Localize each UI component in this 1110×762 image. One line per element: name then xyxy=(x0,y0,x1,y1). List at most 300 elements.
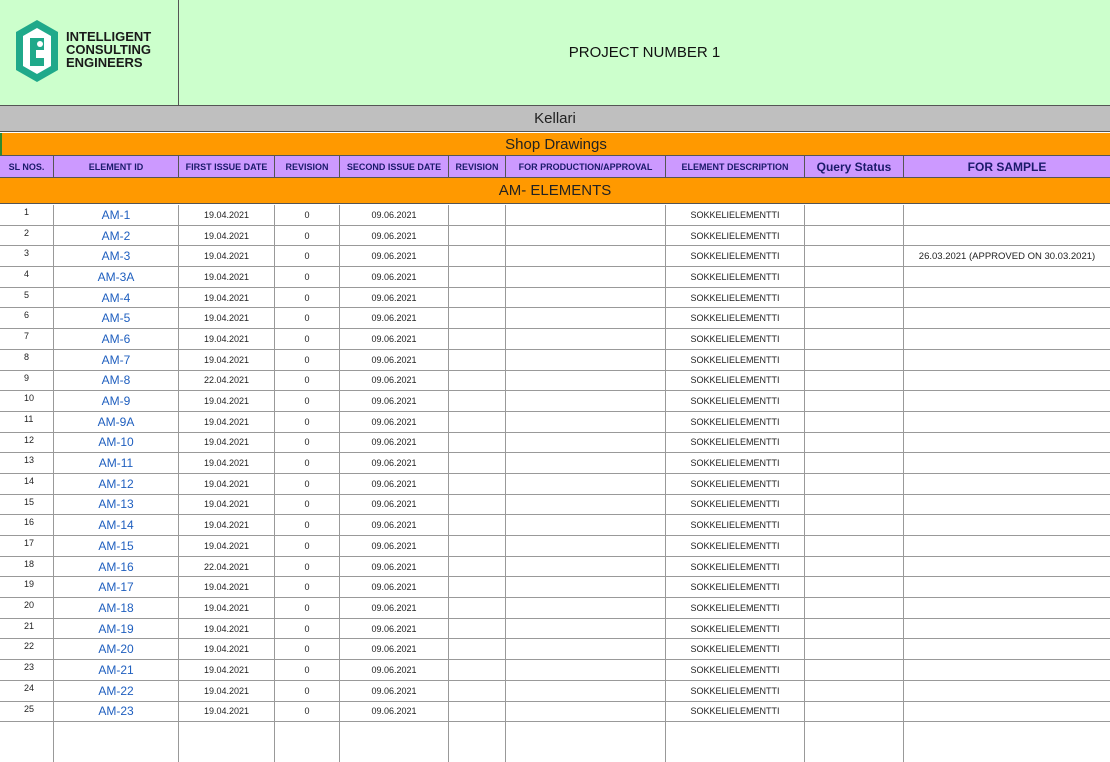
cell-sample[interactable]: 26.03.2021 (APPROVED ON 30.03.2021) xyxy=(918,250,1096,262)
table-row xyxy=(0,288,1110,309)
cell-sample[interactable] xyxy=(904,702,1110,722)
cell-revision[interactable]: 0 xyxy=(275,577,340,597)
cell-first-issue[interactable]: 19.04.2021 xyxy=(179,619,275,639)
cell-production[interactable] xyxy=(506,495,666,515)
cell-revision-2[interactable] xyxy=(449,371,506,391)
cell-second-issue[interactable]: 09.06.2021 xyxy=(340,495,449,515)
table-row xyxy=(0,205,1110,226)
cell-revision-2[interactable] xyxy=(449,412,506,432)
cell-element-id[interactable]: AM-14 xyxy=(54,515,179,535)
cell-revision[interactable]: 0 xyxy=(275,495,340,515)
table-row xyxy=(0,391,1110,412)
cell-query-status[interactable] xyxy=(805,329,904,349)
col-header-sl[interactable]: SL NOS. xyxy=(0,156,54,177)
cell-element-id[interactable]: AM-8 xyxy=(54,371,179,391)
cell-revision-2[interactable] xyxy=(449,288,506,308)
cell-sample[interactable] xyxy=(904,577,1110,597)
cell-description[interactable]: SOKKELIELEMENTTI xyxy=(666,598,805,618)
cell-production[interactable] xyxy=(506,474,666,494)
cell-revision-2[interactable] xyxy=(449,474,506,494)
cell-revision-2[interactable] xyxy=(449,619,506,639)
cell-second-issue[interactable]: 09.06.2021 xyxy=(340,205,449,225)
logo-text xyxy=(66,30,151,69)
cell-element-id[interactable]: AM-7 xyxy=(54,350,179,370)
cell-revision-2[interactable] xyxy=(449,205,506,225)
cell-revision-2[interactable] xyxy=(449,453,506,473)
cell-query-status[interactable] xyxy=(805,288,904,308)
cell-revision-2[interactable] xyxy=(449,515,506,535)
empty-cell[interactable] xyxy=(275,722,340,762)
cell-production[interactable] xyxy=(506,350,666,370)
cell-element-id[interactable]: AM-17 xyxy=(54,577,179,597)
cell-revision[interactable]: 0 xyxy=(275,598,340,618)
cell-second-issue[interactable]: 09.06.2021 xyxy=(340,226,449,246)
table-row xyxy=(0,246,1110,267)
cell-sl[interactable]: 4 xyxy=(0,267,54,287)
cell-second-issue[interactable]: 09.06.2021 xyxy=(340,681,449,701)
cell-sample[interactable] xyxy=(904,557,1110,577)
cell-production[interactable] xyxy=(506,226,666,246)
cell-production[interactable] xyxy=(506,453,666,473)
cell-revision-2[interactable] xyxy=(449,433,506,453)
cell-description[interactable]: SOKKELIELEMENTTI xyxy=(666,371,805,391)
cell-second-issue[interactable]: 09.06.2021 xyxy=(340,371,449,391)
cell-first-issue[interactable]: 19.04.2021 xyxy=(179,329,275,349)
cell-sl[interactable]: 17 xyxy=(0,536,54,556)
cell-first-issue[interactable]: 19.04.2021 xyxy=(179,267,275,287)
cell-element-id[interactable]: AM-3A xyxy=(54,267,179,287)
col-header-production[interactable]: FOR PRODUCTION/APPROVAL xyxy=(506,156,666,177)
cell-revision[interactable]: 0 xyxy=(275,536,340,556)
cell-revision-2[interactable] xyxy=(449,226,506,246)
cell-second-issue[interactable]: 09.06.2021 xyxy=(340,453,449,473)
cell-production[interactable] xyxy=(506,598,666,618)
cell-revision[interactable]: 0 xyxy=(275,288,340,308)
cell-second-issue[interactable]: 09.06.2021 xyxy=(340,412,449,432)
cell-second-issue[interactable]: 09.06.2021 xyxy=(340,598,449,618)
cell-element-id[interactable]: AM-23 xyxy=(54,702,179,722)
cell-sl[interactable]: 8 xyxy=(0,350,54,370)
empty-cell[interactable] xyxy=(506,722,666,762)
cell-sl[interactable]: 2 xyxy=(0,226,54,246)
cell-second-issue[interactable]: 09.06.2021 xyxy=(340,557,449,577)
empty-cell[interactable] xyxy=(805,722,904,762)
cell-first-issue[interactable]: 19.04.2021 xyxy=(179,433,275,453)
cell-description[interactable]: SOKKELIELEMENTTI xyxy=(666,433,805,453)
empty-cell[interactable] xyxy=(449,722,506,762)
cell-revision[interactable]: 0 xyxy=(275,267,340,287)
cell-first-issue[interactable]: 19.04.2021 xyxy=(179,391,275,411)
cell-production[interactable] xyxy=(506,681,666,701)
cell-first-issue[interactable]: 19.04.2021 xyxy=(179,598,275,618)
cell-query-status[interactable] xyxy=(805,557,904,577)
cell-description[interactable]: SOKKELIELEMENTTI xyxy=(666,391,805,411)
cell-query-status[interactable] xyxy=(805,453,904,473)
cell-sl[interactable]: 23 xyxy=(0,660,54,680)
cell-revision[interactable]: 0 xyxy=(275,205,340,225)
cell-description[interactable]: SOKKELIELEMENTTI xyxy=(666,453,805,473)
cell-sl[interactable]: 5 xyxy=(0,288,54,308)
cell-sample[interactable] xyxy=(904,329,1110,349)
cell-first-issue[interactable]: 19.04.2021 xyxy=(179,412,275,432)
cell-revision-2[interactable] xyxy=(449,329,506,349)
cell-query-status[interactable] xyxy=(805,536,904,556)
col-header-description[interactable]: ELEMENT DESCRIPTION xyxy=(666,156,805,177)
cell-element-id[interactable]: AM-4 xyxy=(54,288,179,308)
table-row xyxy=(0,412,1110,433)
cell-revision-2[interactable] xyxy=(449,702,506,722)
cell-description[interactable]: SOKKELIELEMENTTI xyxy=(666,308,805,328)
cell-first-issue[interactable]: 19.04.2021 xyxy=(179,536,275,556)
col-header-revision[interactable]: REVISION xyxy=(275,156,340,177)
cell-production[interactable] xyxy=(506,660,666,680)
cell-revision[interactable]: 0 xyxy=(275,619,340,639)
cell-revision-2[interactable] xyxy=(449,267,506,287)
cell-sl[interactable]: 10 xyxy=(0,391,54,411)
cell-revision[interactable]: 0 xyxy=(275,371,340,391)
table-row xyxy=(0,660,1110,681)
cell-sl[interactable]: 21 xyxy=(0,619,54,639)
cell-element-id[interactable]: AM-22 xyxy=(54,681,179,701)
cell-revision[interactable]: 0 xyxy=(275,453,340,473)
cell-sample[interactable] xyxy=(904,371,1110,391)
cell-revision[interactable]: 0 xyxy=(275,557,340,577)
cell-query-status[interactable] xyxy=(805,702,904,722)
cell-sample[interactable] xyxy=(904,453,1110,473)
cell-description[interactable]: SOKKELIELEMENTTI xyxy=(666,288,805,308)
cell-production[interactable] xyxy=(506,702,666,722)
cell-revision[interactable]: 0 xyxy=(275,639,340,659)
cell-revision[interactable]: 0 xyxy=(275,660,340,680)
cell-query-status[interactable] xyxy=(805,515,904,535)
cell-sample[interactable] xyxy=(904,536,1110,556)
cell-element-id[interactable]: AM-5 xyxy=(54,308,179,328)
cell-element-id[interactable]: AM-20 xyxy=(54,639,179,659)
cell-sl[interactable]: 16 xyxy=(0,515,54,535)
col-header-element-id[interactable]: ELEMENT ID xyxy=(54,156,179,177)
cell-revision-2[interactable] xyxy=(449,246,506,266)
table-row xyxy=(0,515,1110,536)
empty-cell[interactable] xyxy=(340,722,449,762)
cell-revision[interactable]: 0 xyxy=(275,681,340,701)
cell-revision-2[interactable] xyxy=(449,350,506,370)
cell-production[interactable] xyxy=(506,515,666,535)
col-header-revision-2[interactable]: REVISION xyxy=(449,156,506,177)
cell-second-issue[interactable]: 09.06.2021 xyxy=(340,350,449,370)
cell-description[interactable]: SOKKELIELEMENTTI xyxy=(666,681,805,701)
empty-cell[interactable] xyxy=(179,722,275,762)
table-row xyxy=(0,536,1110,557)
cell-sample[interactable] xyxy=(904,681,1110,701)
cell-second-issue[interactable]: 09.06.2021 xyxy=(340,702,449,722)
table-row xyxy=(0,226,1110,247)
cell-description[interactable]: SOKKELIELEMENTTI xyxy=(666,329,805,349)
cell-query-status[interactable] xyxy=(805,205,904,225)
cell-sample[interactable] xyxy=(904,267,1110,287)
cell-description[interactable]: SOKKELIELEMENTTI xyxy=(666,702,805,722)
empty-cell[interactable] xyxy=(666,722,805,762)
col-header-sample[interactable]: FOR SAMPLE xyxy=(967,159,1047,174)
cell-first-issue[interactable]: 19.04.2021 xyxy=(179,288,275,308)
cell-first-issue[interactable]: 22.04.2021 xyxy=(179,371,275,391)
cell-element-id[interactable]: AM-6 xyxy=(54,329,179,349)
cell-element-id[interactable]: AM-18 xyxy=(54,598,179,618)
cell-production[interactable] xyxy=(506,308,666,328)
project-title: PROJECT NUMBER 1 xyxy=(568,44,721,61)
cell-production[interactable] xyxy=(506,536,666,556)
cell-description[interactable]: SOKKELIELEMENTTI xyxy=(666,495,805,515)
cell-element-id[interactable]: AM-12 xyxy=(54,474,179,494)
table-row xyxy=(0,453,1110,474)
cell-sl[interactable]: 15 xyxy=(0,495,54,515)
col-header-second-issue[interactable]: SECOND ISSUE DATE xyxy=(340,156,449,177)
cell-production[interactable] xyxy=(506,433,666,453)
table-row xyxy=(0,329,1110,350)
logo-line-2: CONSULTING xyxy=(66,42,151,57)
cell-description[interactable]: SOKKELIELEMENTTI xyxy=(666,619,805,639)
cell-description[interactable]: SOKKELIELEMENTTI xyxy=(666,226,805,246)
cell-first-issue[interactable]: 19.04.2021 xyxy=(179,660,275,680)
cell-sample[interactable] xyxy=(904,288,1110,308)
cell-second-issue[interactable]: 09.06.2021 xyxy=(340,515,449,535)
cell-sample[interactable] xyxy=(904,433,1110,453)
cell-sl[interactable]: 25 xyxy=(0,702,54,722)
col-header-first-issue[interactable]: FIRST ISSUE DATE xyxy=(179,156,275,177)
cell-revision-2[interactable] xyxy=(449,391,506,411)
empty-cell[interactable] xyxy=(904,722,1110,762)
cell-second-issue[interactable]: 09.06.2021 xyxy=(340,246,449,266)
cell-revision-2[interactable] xyxy=(449,660,506,680)
logo-line-1: INTELLIGENT xyxy=(66,29,152,44)
cell-revision[interactable]: 0 xyxy=(275,515,340,535)
cell-first-issue[interactable]: 19.04.2021 xyxy=(179,205,275,225)
cell-revision-2[interactable] xyxy=(449,577,506,597)
cell-production[interactable] xyxy=(506,267,666,287)
cell-query-status[interactable] xyxy=(805,660,904,680)
cell-query-status[interactable] xyxy=(805,412,904,432)
cell-sample[interactable] xyxy=(904,598,1110,618)
cell-element-id[interactable]: AM-21 xyxy=(54,660,179,680)
cell-first-issue[interactable]: 19.04.2021 xyxy=(179,639,275,659)
cell-element-id[interactable]: AM-15 xyxy=(54,536,179,556)
cell-first-issue[interactable]: 19.04.2021 xyxy=(179,474,275,494)
cell-query-status[interactable] xyxy=(805,681,904,701)
cell-element-id[interactable]: AM-9A xyxy=(54,412,179,432)
empty-cell[interactable] xyxy=(54,722,179,762)
cell-revision[interactable]: 0 xyxy=(275,329,340,349)
cell-sl[interactable]: 6 xyxy=(0,308,54,328)
cell-revision[interactable]: 0 xyxy=(275,433,340,453)
cell-revision-2[interactable] xyxy=(449,308,506,328)
cell-revision[interactable]: 0 xyxy=(275,391,340,411)
cell-sl[interactable]: 3 xyxy=(0,246,54,266)
cell-sl[interactable]: 12 xyxy=(0,433,54,453)
cell-first-issue[interactable]: 19.04.2021 xyxy=(179,577,275,597)
cell-sample[interactable] xyxy=(904,350,1110,370)
cell-query-status[interactable] xyxy=(805,391,904,411)
cell-description[interactable]: SOKKELIELEMENTTI xyxy=(666,412,805,432)
cell-query-status[interactable] xyxy=(805,371,904,391)
cell-second-issue[interactable]: 09.06.2021 xyxy=(340,329,449,349)
cell-sample[interactable] xyxy=(904,495,1110,515)
cell-sample[interactable] xyxy=(904,515,1110,535)
cell-query-status[interactable] xyxy=(805,577,904,597)
cell-production[interactable] xyxy=(506,619,666,639)
cell-production[interactable] xyxy=(506,391,666,411)
cell-query-status[interactable] xyxy=(805,246,904,266)
cell-first-issue[interactable]: 19.04.2021 xyxy=(179,246,275,266)
cell-query-status[interactable] xyxy=(805,598,904,618)
table-row xyxy=(0,639,1110,660)
cell-first-issue[interactable]: 22.04.2021 xyxy=(179,557,275,577)
cell-revision-2[interactable] xyxy=(449,557,506,577)
table-row xyxy=(0,433,1110,454)
cell-sample[interactable] xyxy=(904,412,1110,432)
cell-description[interactable]: SOKKELIELEMENTTI xyxy=(666,577,805,597)
cell-query-status[interactable] xyxy=(805,619,904,639)
cell-sl[interactable]: 22 xyxy=(0,639,54,659)
cell-element-id[interactable]: AM-3 xyxy=(54,246,179,266)
table-row xyxy=(0,308,1110,329)
table-row xyxy=(0,577,1110,598)
cell-second-issue[interactable]: 09.06.2021 xyxy=(340,433,449,453)
cell-sl[interactable]: 1 xyxy=(0,205,54,225)
cell-sample[interactable] xyxy=(904,660,1110,680)
cell-sl[interactable]: 9 xyxy=(0,371,54,391)
cell-element-id[interactable]: AM-2 xyxy=(54,226,179,246)
cell-production[interactable] xyxy=(506,371,666,391)
cell-element-id[interactable]: AM-19 xyxy=(54,619,179,639)
cell-production[interactable] xyxy=(506,557,666,577)
cell-query-status[interactable] xyxy=(805,495,904,515)
cell-query-status[interactable] xyxy=(805,267,904,287)
cell-sample[interactable] xyxy=(904,308,1110,328)
cell-element-id[interactable]: AM-10 xyxy=(54,433,179,453)
cell-description[interactable]: SOKKELIELEMENTTI xyxy=(666,536,805,556)
cell-first-issue[interactable]: 19.04.2021 xyxy=(179,495,275,515)
cell-element-id[interactable]: AM-1 xyxy=(54,205,179,225)
cell-revision[interactable]: 0 xyxy=(275,226,340,246)
cell-description[interactable]: SOKKELIELEMENTTI xyxy=(666,557,805,577)
cell-description[interactable]: SOKKELIELEMENTTI xyxy=(666,267,805,287)
cell-second-issue[interactable]: 09.06.2021 xyxy=(340,639,449,659)
cell-sl[interactable]: 13 xyxy=(0,453,54,473)
cell-second-issue[interactable]: 09.06.2021 xyxy=(340,308,449,328)
cell-second-issue[interactable]: 09.06.2021 xyxy=(340,267,449,287)
cell-production[interactable] xyxy=(506,246,666,266)
cell-sample[interactable] xyxy=(904,226,1110,246)
cell-first-issue[interactable]: 19.04.2021 xyxy=(179,308,275,328)
cell-query-status[interactable] xyxy=(805,226,904,246)
cell-second-issue[interactable]: 09.06.2021 xyxy=(340,619,449,639)
cell-query-status[interactable] xyxy=(805,639,904,659)
cell-first-issue[interactable]: 19.04.2021 xyxy=(179,702,275,722)
cell-description[interactable]: SOKKELIELEMENTTI xyxy=(666,350,805,370)
cell-query-status[interactable] xyxy=(805,350,904,370)
cell-description[interactable]: SOKKELIELEMENTTI xyxy=(666,515,805,535)
cell-revision-2[interactable] xyxy=(449,681,506,701)
cell-first-issue[interactable]: 19.04.2021 xyxy=(179,226,275,246)
cell-revision-2[interactable] xyxy=(449,639,506,659)
cell-second-issue[interactable]: 09.06.2021 xyxy=(340,577,449,597)
cell-revision[interactable]: 0 xyxy=(275,308,340,328)
cell-production[interactable] xyxy=(506,288,666,308)
cell-sl[interactable]: 7 xyxy=(0,329,54,349)
cell-second-issue[interactable]: 09.06.2021 xyxy=(340,474,449,494)
cell-production[interactable] xyxy=(506,329,666,349)
cell-description[interactable]: SOKKELIELEMENTTI xyxy=(666,205,805,225)
cell-second-issue[interactable]: 09.06.2021 xyxy=(340,391,449,411)
cell-revision[interactable]: 0 xyxy=(275,474,340,494)
cell-production[interactable] xyxy=(506,577,666,597)
cell-description[interactable]: SOKKELIELEMENTTI xyxy=(666,246,805,266)
cell-sample[interactable] xyxy=(904,474,1110,494)
table-row xyxy=(0,619,1110,640)
cell-element-id[interactable]: AM-13 xyxy=(54,495,179,515)
cell-production[interactable] xyxy=(506,205,666,225)
cell-element-id[interactable]: AM-11 xyxy=(54,453,179,473)
cell-element-id[interactable]: AM-16 xyxy=(54,557,179,577)
table-row xyxy=(0,702,1110,723)
cell-production[interactable] xyxy=(506,639,666,659)
section-shop-drawings: Shop Drawings xyxy=(0,133,1110,156)
col-header-query-status[interactable]: Query Status xyxy=(805,156,904,177)
table-row xyxy=(0,350,1110,371)
cell-query-status[interactable] xyxy=(805,433,904,453)
cell-description[interactable]: SOKKELIELEMENTTI xyxy=(666,660,805,680)
cell-revision[interactable]: 0 xyxy=(275,702,340,722)
empty-cell[interactable] xyxy=(0,722,54,762)
cell-first-issue[interactable]: 19.04.2021 xyxy=(179,453,275,473)
cell-element-id[interactable]: AM-9 xyxy=(54,391,179,411)
cell-second-issue[interactable]: 09.06.2021 xyxy=(340,536,449,556)
cell-sample[interactable] xyxy=(904,639,1110,659)
cell-sl[interactable]: 11 xyxy=(0,412,54,432)
cell-second-issue[interactable]: 09.06.2021 xyxy=(340,288,449,308)
cell-sl[interactable]: 18 xyxy=(0,557,54,577)
section-kellari: Kellari xyxy=(0,106,1110,132)
cell-production[interactable] xyxy=(506,412,666,432)
cell-first-issue[interactable]: 19.04.2021 xyxy=(179,350,275,370)
cell-first-issue[interactable]: 19.04.2021 xyxy=(179,515,275,535)
cell-revision-2[interactable] xyxy=(449,598,506,618)
cell-sample[interactable] xyxy=(904,205,1110,225)
cell-sl[interactable]: 19 xyxy=(0,577,54,597)
cell-revision-2[interactable] xyxy=(449,536,506,556)
cell-sample[interactable] xyxy=(904,619,1110,639)
cell-description[interactable]: SOKKELIELEMENTTI xyxy=(666,474,805,494)
cell-query-status[interactable] xyxy=(805,308,904,328)
table-row xyxy=(0,474,1110,495)
cell-second-issue[interactable]: 09.06.2021 xyxy=(340,660,449,680)
ice-logo-icon xyxy=(16,20,58,82)
cell-sl[interactable]: 20 xyxy=(0,598,54,618)
cell-revision[interactable]: 0 xyxy=(275,412,340,432)
cell-description[interactable]: SOKKELIELEMENTTI xyxy=(666,639,805,659)
empty-row xyxy=(0,722,1110,762)
cell-revision[interactable]: 0 xyxy=(275,350,340,370)
cell-sl[interactable]: 24 xyxy=(0,681,54,701)
cell-revision[interactable]: 0 xyxy=(275,246,340,266)
cell-first-issue[interactable]: 19.04.2021 xyxy=(179,681,275,701)
data-grid xyxy=(0,205,1110,762)
cell-revision-2[interactable] xyxy=(449,495,506,515)
logo-line-3: ENGINEERS xyxy=(66,55,143,70)
cell-sl[interactable]: 14 xyxy=(0,474,54,494)
cell-sample[interactable] xyxy=(904,391,1110,411)
table-row xyxy=(0,267,1110,288)
cell-query-status[interactable] xyxy=(805,474,904,494)
